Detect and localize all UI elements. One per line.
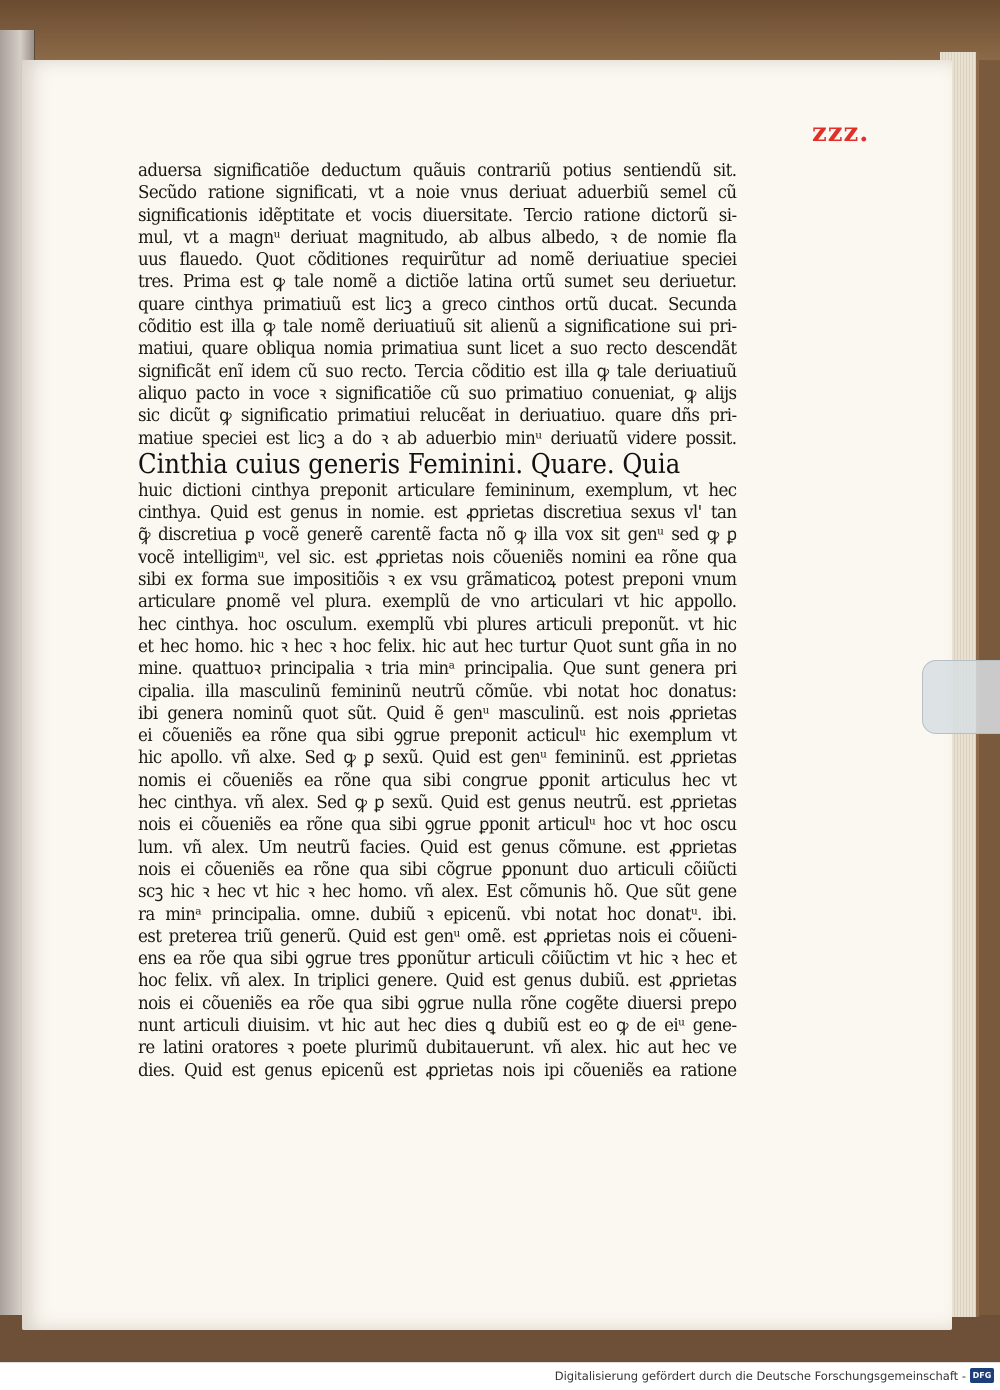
text-line: nois ei cõueniẽs ea rõne qua sibi ꝯgrue ꝑponit articulᵘ hoc vt hoc oscu: [138, 815, 737, 836]
text-line: dies. Quid est genus epicenũ est ꝓprietas nois ipi cõueniẽs ea ratione: [138, 1060, 737, 1081]
text-line: nunt articuli diuisim. vt hic aut hec dies ꝗ dubiũ est eo ꝙ de eiᵘ gene-: [138, 1015, 737, 1036]
text-line: huic dictioni cinthya preponit articulare femininum, exemplum, vt hec: [138, 480, 737, 501]
text-line: est preterea triũ generũ. Quid est genᵘ omẽ. est ꝓprietas nois ei cõueni-: [138, 926, 737, 947]
text-line: vocẽ intelligimᵘ, vel sic. est ꝓprietas nois cõueniẽs nomini ea rõne qua: [138, 547, 737, 568]
paragraph-before-heading: [138, 160, 768, 450]
footer-bar: [0, 1362, 1000, 1390]
funding-notice: Digitalisierung gefördert durch die Deutsche Forschungsgemeinschaft -: [554, 1369, 966, 1383]
text-line: nois ei cõueniẽs ea rõne qua sibi cõgrue ꝑponunt duo articuli cõiũcti: [138, 859, 737, 880]
text-line: cõditio est illa ꝙ tale nomẽ deriuatiuũ sit alienũ a significatione sui pri-: [138, 317, 737, 338]
bookmark-clip: [922, 660, 1000, 734]
text-line: ra minᵃ principalia. omne. dubiũ ꝛ epicenũ. vbi notat hoc donatᵘ. ibi.: [138, 904, 737, 925]
text-line: re latini oratores ꝛ poete plurimũ dubitauerunt. vñ alex. hic aut hec ve: [138, 1038, 737, 1059]
text-line: uus flauedo. Quot cõditiones requirũtur ad nomẽ deriuatiue speciei: [138, 250, 737, 271]
text-line: matiue speciei est licꝫ a do ꝛ ab aduerbio minᵘ deriuatũ videre possit.: [138, 428, 737, 449]
text-line: tres. Prima est ꝙ tale nomẽ a dictiõe latina ortũ sumet seu deriuetur.: [138, 272, 737, 293]
text-line: articulare ꝑnomẽ vel plura. exemplũ de vno articulari vt hic appollo.: [138, 592, 737, 613]
text-line: significãt enĩ idem cũ suo recto. Tercia cõditio est illa ꝙ tale deriuatiuũ: [138, 361, 737, 382]
text-block: [138, 160, 768, 1082]
text-line: ens ea rõe qua sibi ꝯgrue tres ꝑponũtur articuli cõiũctim vt hic ꝛ hec et: [138, 949, 737, 970]
text-line: hoc felix. vñ alex. In triplici genere. Quid est genus dubiũ. est ꝓprietas: [138, 971, 737, 992]
text-line: ei cõueniẽs ea rõne qua sibi ꝯgrue preponit acticulᵘ hic exemplum vt: [138, 726, 737, 747]
text-line: mul, vt a magnᵘ deriuat magnitudo, ab albus albedo, ꝛ de nomie fla: [138, 227, 737, 248]
section-heading: Cinthia cuius generis Feminini. Quare. Quia: [138, 448, 681, 480]
text-line: sic dicũt ꝙ significatio primatiui relucẽat in deriuatiuo. quare dñs pri-: [138, 406, 737, 427]
text-line: mine. quattuoꝛ principalia ꝛ tria minᵃ principalia. Que sunt genera pri: [138, 659, 737, 680]
text-line: hec cinthya. hoc osculum. exemplũ vbi plures articuli preponũt. vt hic: [138, 614, 737, 635]
text-line: hec cinthya. vñ alex. Sed ꝙ ꝑ sexũ. Quid est genus neutrũ. est ꝓprietas: [138, 793, 737, 814]
text-line: nomis ei cõueniẽs ea rõne qua sibi congrue ꝑponit articulus hec vt: [138, 770, 737, 791]
text-line: hic apollo. vñ alxe. Sed ꝙ ꝑ sexũ. Quid est genᵘ femininũ. est ꝓprietas: [138, 748, 737, 769]
text-line: et hec homo. hic ꝛ hec ꝛ hoc felix. hic aut hec turtur Quot sunt gña in no: [138, 636, 737, 657]
text-line: Secũdo ratione significati, vt a noie vnus deriuat aduerbiũ semel cũ: [138, 183, 737, 204]
text-line: ꝙ̃ discretiua ꝑ vocẽ generẽ carentẽ facta nõ ꝙ illa vox sit genᵘ sed ꝙ ꝑ: [138, 525, 737, 546]
text-line: significationis idẽptitate et vocis diuersitate. Tercio ratione dictorũ si-: [138, 205, 737, 226]
text-line: quare cinthya primatiuũ est licꝫ a greco cinthos ortũ ducat. Secunda: [138, 294, 737, 315]
text-line: cinthya. Quid est genus in nomie. est ꝓprietas discretiua sexus vl' tan: [138, 503, 737, 524]
book-cover-top: [0, 0, 1000, 60]
dfg-logo: DFG: [970, 1368, 994, 1383]
text-line: aliquo pacto in voce ꝛ significatiõe cũ suo primatiuo conueniat, ꝙ alijs: [138, 383, 737, 404]
paragraph-after-heading: [138, 480, 768, 1082]
text-line: scꝫ hic ꝛ hec vt hic ꝛ hec homo. vñ alex. Est cõmunis hõ. Que sũt gene: [138, 882, 737, 903]
text-line: sibi ex forma sue impositiõis ꝛ ex vsu grãmaticoꝝ potest preponi vnum: [138, 570, 737, 591]
text-line: lum. vñ alex. Um neutrũ facies. Quid est genus cõmune. est ꝓprietas: [138, 837, 737, 858]
text-line: aduersa significatiõe deductum quãuis contrariũ potius sentiendũ sit.: [138, 161, 737, 181]
folio-mark: zzz.: [812, 118, 870, 148]
text-line: cipalia. illa masculinũ femininũ neutrũ cõmũe. vbi notat hoc donatus:: [138, 681, 737, 702]
text-line: matiui, quare obliqua nomia primatiua sunt licet a suo recto descendãt: [138, 339, 737, 360]
text-line: ibi genera nominũ quot sũt. Quid ẽ genᵘ masculinũ. est nois ꝓprietas: [138, 703, 737, 724]
text-line: nois ei cõueniẽs ea rõe qua sibi ꝯgrue nulla rõne cogẽte diuersi prepo: [138, 993, 737, 1014]
